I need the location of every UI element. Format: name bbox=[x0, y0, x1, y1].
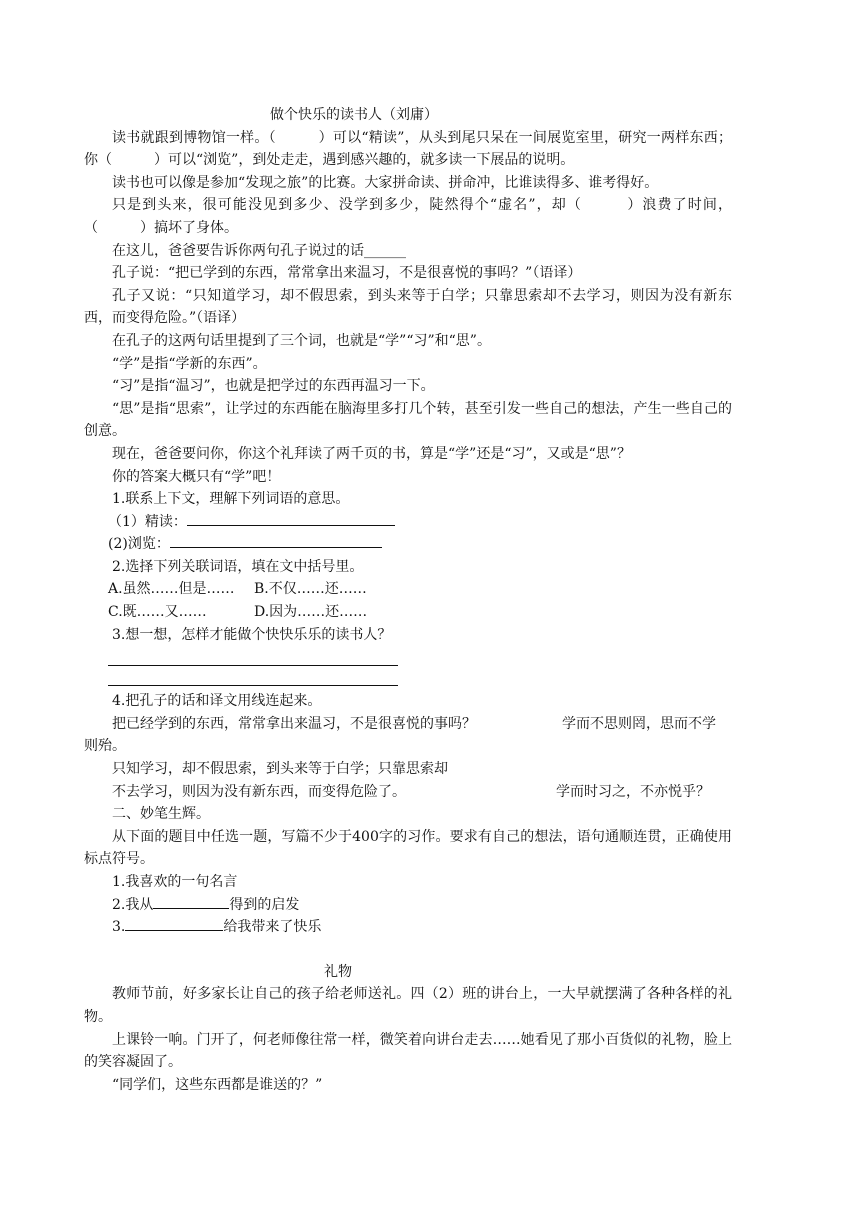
match-left-1: 把已经学到的东西，常常拿出来温习，不是很喜悦的事吗？ bbox=[112, 715, 476, 732]
question-3: 3.想一想，怎样才能做个快快乐乐的读书人？ bbox=[112, 626, 392, 643]
options-row bbox=[84, 578, 732, 601]
paragraph: “思”是指“思索”，让学过的东西能在脑海里多打几个转，甚至引发一些自己的想法，产生一些自己的创意。 bbox=[84, 400, 732, 440]
topic-2-prefix: 2.我从 bbox=[112, 896, 154, 913]
paragraph: 孔子又说：“只知道学习，却不假思索，到头来等于白学；只靠思索却不去学习，则因为没有新东西，而变得危险。”（语译） bbox=[84, 287, 732, 327]
topic-3-suffix: 给我带来了快乐 bbox=[223, 919, 322, 936]
question-1a-label: （1）精读： bbox=[108, 513, 187, 530]
option-a: A.虽然……但是…… bbox=[108, 581, 235, 598]
section-heading: 二、妙笔生辉。 bbox=[112, 806, 210, 823]
question-1b-label: (2)浏览： bbox=[108, 536, 170, 553]
paragraph: 上课铃一响。门开了，何老师像往常一样，微笑着向讲台走去……她看见了那小百货似的礼物，脸上的笑容凝固了。 bbox=[84, 1031, 732, 1071]
paragraph: 在这儿，爸爸要告诉你两句孔子说过的话______ bbox=[112, 242, 406, 259]
question-4: 4.把孔子的话和译文用线连起来。 bbox=[112, 693, 322, 710]
option-d: D.因为……还…… bbox=[254, 604, 368, 621]
topic-3 bbox=[84, 916, 732, 939]
answer-blank[interactable] bbox=[187, 511, 395, 526]
topic-3-prefix: 3. bbox=[112, 919, 126, 936]
topic-2 bbox=[84, 894, 732, 917]
question-2: 2.选择下列关联词语，填在文中括号里。 bbox=[112, 558, 364, 575]
question-1b bbox=[84, 533, 732, 556]
answer-line[interactable] bbox=[108, 646, 398, 666]
match-right-1: 学而不思则罔，思而不学 bbox=[562, 715, 716, 732]
option-b: B.不仅……还…… bbox=[254, 581, 367, 598]
spacer bbox=[84, 939, 732, 961]
match-left-2-cont: 不去学习，则因为没有新东西，而变得危险了。 bbox=[112, 783, 406, 800]
paragraph: 只是到头来，很可能没见到多少、没学到多少，陡然得个“虚名”，却（ ）浪费了时间，（ ）搞坏了身体。 bbox=[84, 197, 732, 236]
paragraph: 你的答案大概只有“学”吧！ bbox=[112, 468, 281, 485]
paragraph: “同学们，这些东西都是谁送的？” bbox=[112, 1076, 323, 1093]
answer-blank[interactable] bbox=[170, 533, 382, 548]
match-right-1-cont: 则殆。 bbox=[84, 738, 126, 755]
article-title: 礼物 bbox=[324, 963, 352, 980]
paragraph: “学”是指“学新的东西”。 bbox=[112, 355, 267, 372]
paragraph: 从下面的题目中任选一题，写篇不少于400字的习作。要求有自己的想法，语句通顺连贯，正确使用标点符号。 bbox=[84, 828, 732, 868]
answer-line[interactable] bbox=[108, 666, 398, 686]
paragraph: 读书也可以像是参加“发现之旅”的比赛。大家拼命读、拼命冲，比谁读得多、谁考得好。 bbox=[112, 174, 659, 191]
option-c: C.既……又…… bbox=[108, 604, 207, 621]
match-left-2: 只知学习，却不假思索，到头来等于白学；只靠思索却 bbox=[112, 761, 448, 778]
topic-1: 1.我喜欢的一句名言 bbox=[112, 874, 238, 890]
paragraph: 在孔子的这两句话里提到了三个词，也就是“学”“习”和“思”。 bbox=[112, 332, 491, 349]
paragraph: 教师节前，好多家长让自己的孩子给老师送礼。四（2）班的讲台上，一大早就摆满了各种各样的礼物。 bbox=[84, 986, 732, 1025]
paragraph: 读书就跟到博物馆一样。（ ）可以“精读”，从头到尾只呆在一间展览室里，研究一两样东西；你（ ）可以“浏览”，到处走走，遇到感兴趣的，就多读一下展品的说明。 bbox=[84, 129, 732, 169]
paragraph: 现在，爸爸要问你，你这个礼拜读了两千页的书，算是“学”还是“习”，又或是“思”？ bbox=[112, 445, 631, 462]
topic-2-suffix: 得到的启发 bbox=[229, 896, 300, 913]
question-1a bbox=[84, 511, 732, 534]
article-title: 做个快乐的读书人（刘庸） bbox=[270, 107, 438, 123]
paragraph: “习”是指“温习”，也就是把学过的东西再温习一下。 bbox=[112, 378, 435, 395]
paragraph: 孔子说：“把已学到的东西，常常拿出来温习，不是很喜悦的事吗？”（语译） bbox=[112, 265, 582, 282]
match-row bbox=[84, 713, 732, 736]
match-row bbox=[84, 781, 732, 804]
answer-blank[interactable] bbox=[125, 916, 223, 931]
match-right-2: 学而时习之，不亦悦乎？ bbox=[556, 783, 710, 800]
question-1: 1.联系上下文，理解下列词语的意思。 bbox=[112, 491, 350, 508]
options-row bbox=[84, 601, 732, 624]
answer-blank[interactable] bbox=[153, 894, 229, 909]
document-page bbox=[84, 104, 732, 1096]
